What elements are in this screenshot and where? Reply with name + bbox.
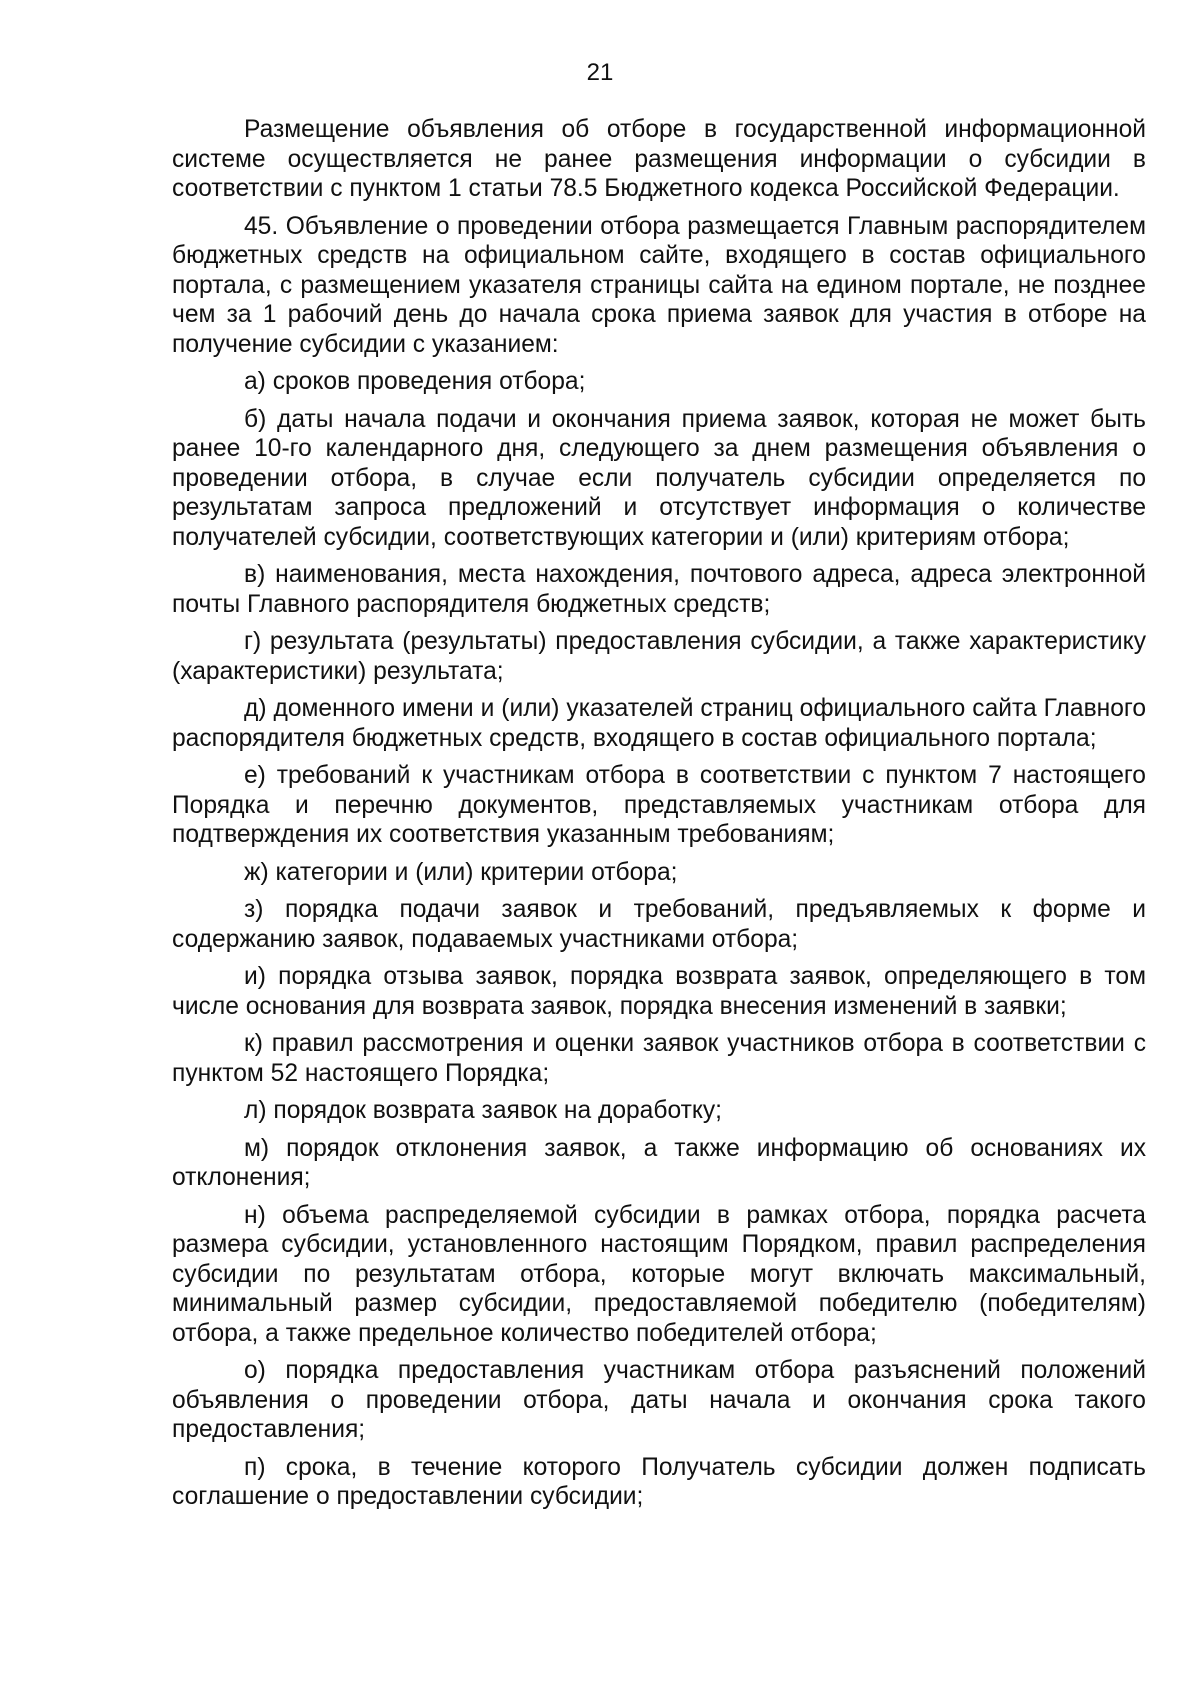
list-item-a: а) сроков проведения отбора; bbox=[244, 368, 586, 395]
list-item-g: г) результата (результаты) предоставления субсидии, а также характеристику (характеристики) результата; bbox=[172, 628, 1146, 685]
list-item-l: л) порядок возврата заявок на доработку; bbox=[244, 1097, 723, 1124]
list-item-b: б) даты начала подачи и окончания приема заявок, которая не может быть ранее 10-го календарного дня, следующего за днем размещения объявления о проведении отбора, в случае если получатель субсидии определяется по результатам запроса предложений и отсутствует информация о количестве получателей субсидии, соответствующих категории и (или) критериям отбора; bbox=[172, 405, 1146, 551]
list-item-d: д) доменного имени и (или) указателей страниц официального сайта Главного распорядителя бюджетных средств, входящего в состав официального портала; bbox=[172, 695, 1146, 752]
list-item-i: и) порядка отзыва заявок, порядка возврата заявок, определяющего в том числе основания для возврата заявок, порядка внесения изменений в заявки; bbox=[172, 963, 1146, 1020]
list-item-zh: ж) категории и (или) критерии отбора; bbox=[244, 858, 678, 886]
list-item-z: з) порядка подачи заявок и требований, предъявляемых к форме и содержанию заявок, подаваемых участниками отбора; bbox=[172, 896, 1146, 953]
list-item-o: о) порядка предоставления участникам отбора разъяснений положений объявления о проведении отбора, даты начала и окончания срока такого предоставления; bbox=[172, 1357, 1146, 1443]
page-number: 21 bbox=[586, 59, 614, 86]
list-item-n: н) объема распределяемой субсидии в рамках отбора, порядка расчета размера субсидии, установленного настоящим Порядком, правил распределения субсидии по результатам отбора, которые могут включать максимальный, минимальный размер субсидии, предоставляемой победителю (победителям) отбора, а также предельное количество победителей отбора; bbox=[172, 1201, 1146, 1347]
paragraph-45: 45. Объявление о проведении отбора размещается Главным распорядителем бюджетных средств на официальном сайте, входящего в состав официального портала, с размещением указателя страницы сайта на едином портале, не позднее чем за 1 рабочий день до начала срока приема заявок для участия в отборе на получение субсидии с указанием: bbox=[172, 212, 1146, 358]
list-item-e: е) требований к участникам отбора в соответствии с пунктом 7 настоящего Порядка и перечню документов, представляемых участникам отбора для подтверждения их соответствия указанным требованиям; bbox=[172, 762, 1146, 848]
list-item-k: к) правил рассмотрения и оценки заявок участников отбора в соответствии с пунктом 52 настоящего Порядка; bbox=[172, 1030, 1146, 1087]
list-item-v: в) наименования, места нахождения, почтового адреса, адреса электронной почты Главного распорядителя бюджетных средств; bbox=[172, 561, 1146, 618]
list-item-m: м) порядок отклонения заявок, а также информацию об основаниях их отклонения; bbox=[172, 1134, 1146, 1191]
paragraph-intro: Размещение объявления об отборе в государственной информационной системе осуществляется не ранее размещения информации о субсидии в соответствии с пунктом 1 статьи 78.5 Бюджетного кодекса Российской Федерации. bbox=[172, 116, 1146, 202]
document-body bbox=[172, 115, 1146, 1520]
list-item-p: п) срока, в течение которого Получатель субсидии должен подписать соглашение о предоставлении субсидии; bbox=[172, 1453, 1146, 1510]
